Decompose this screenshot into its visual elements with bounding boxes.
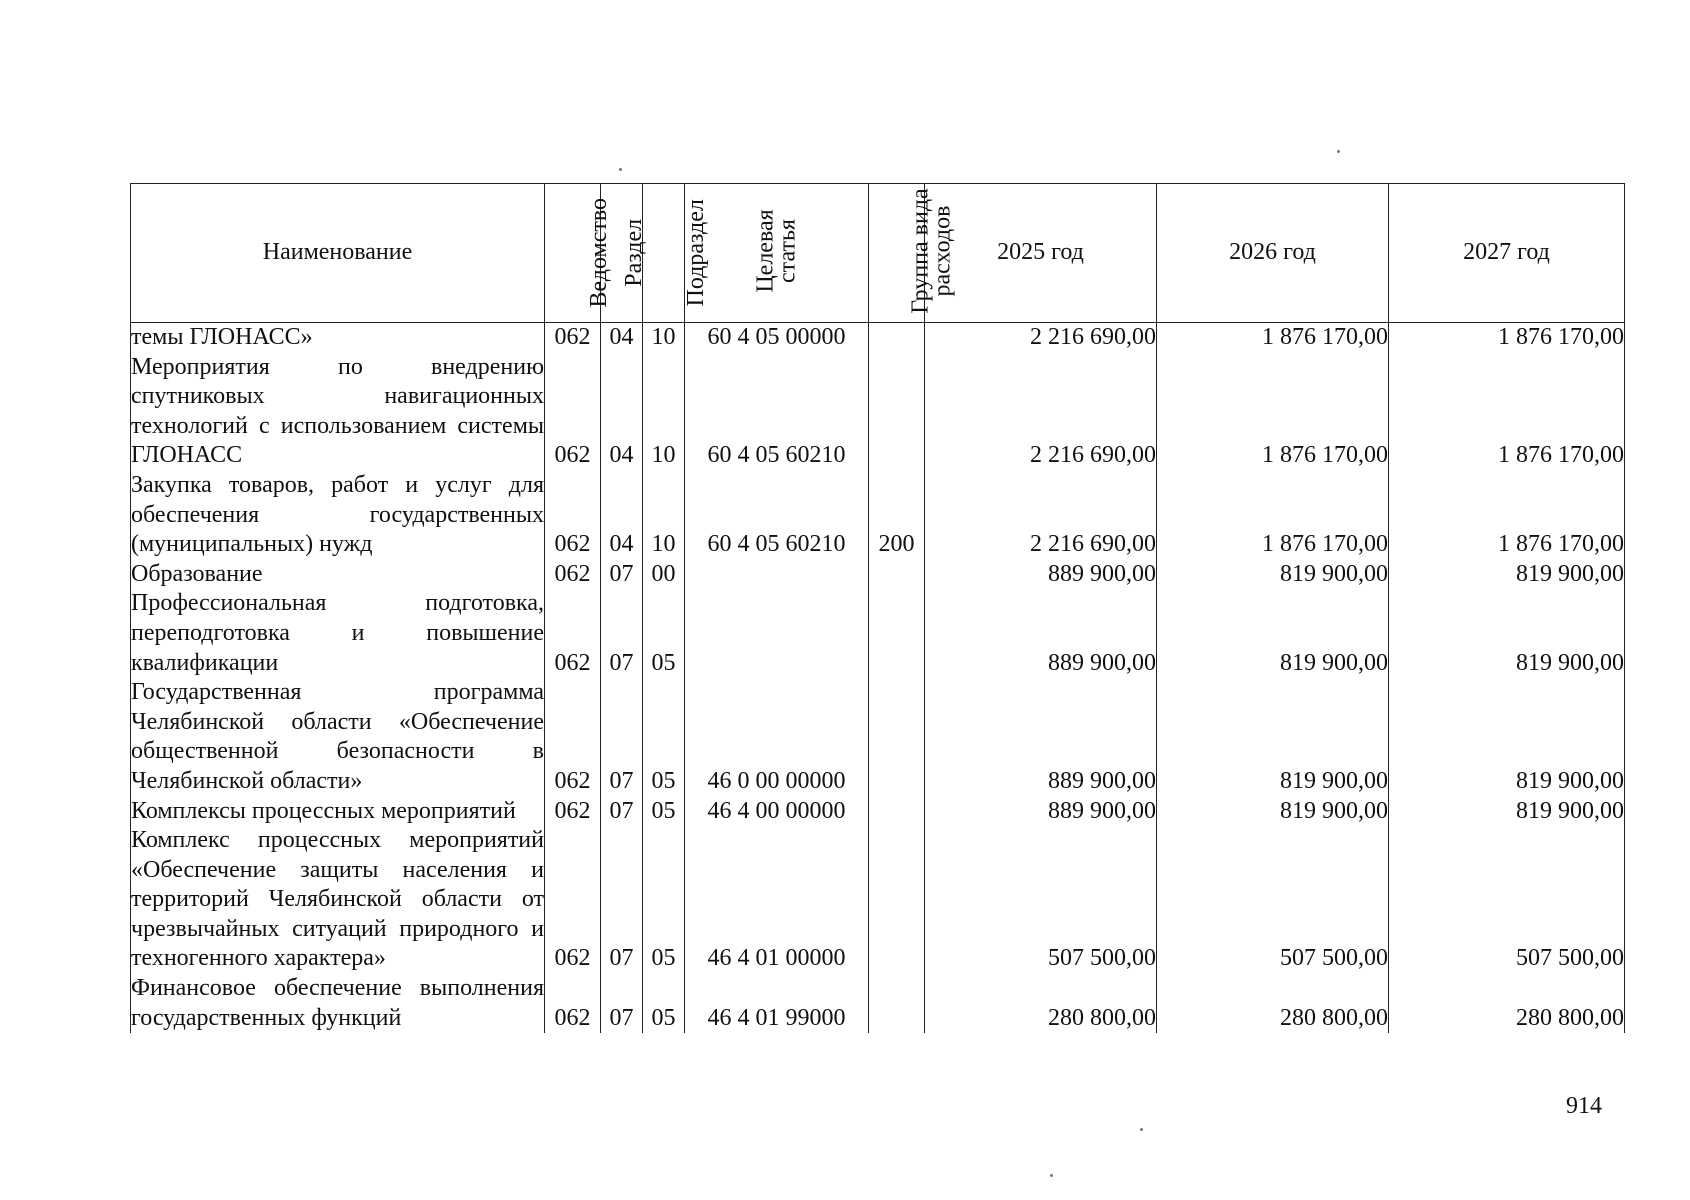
row-razdel: 04 [601, 471, 643, 560]
scan-speck [1050, 1174, 1053, 1177]
row-celevaya-statya: 46 4 00 00000 [685, 797, 869, 827]
row-2027: 819 900,00 [1389, 560, 1625, 590]
header-gruppa-line2: расходов [929, 205, 956, 297]
header-razdel-label: Раздел [621, 219, 648, 287]
table-row [131, 678, 1625, 796]
table-row [131, 974, 1625, 1033]
row-gruppa [869, 560, 925, 590]
row-gruppa [869, 678, 925, 796]
scan-speck [619, 168, 622, 171]
row-podrazdel: 05 [643, 678, 685, 796]
row-2025: 2 216 690,00 [925, 323, 1157, 353]
row-2026: 280 800,00 [1157, 974, 1389, 1033]
row-celevaya-statya: 46 4 01 99000 [685, 974, 869, 1033]
row-name: Государственная программа Челябинской области «Обеспечение общественной безопасности в Челябинской области» [131, 678, 545, 796]
header-gruppa-line1: Группа вида [907, 187, 934, 314]
row-2026: 507 500,00 [1157, 826, 1389, 974]
header-2026 [1157, 184, 1389, 323]
row-2027: 1 876 170,00 [1389, 323, 1625, 353]
table-header [131, 184, 1625, 323]
row-gruppa [869, 974, 925, 1033]
header-celevaya-statya-label [752, 209, 801, 293]
row-gruppa [869, 353, 925, 471]
row-vedomstvo: 062 [545, 589, 601, 678]
row-vedomstvo: 062 [545, 826, 601, 974]
row-podrazdel: 00 [643, 560, 685, 590]
row-2026: 819 900,00 [1157, 589, 1389, 678]
row-2027: 1 876 170,00 [1389, 471, 1625, 560]
row-celevaya-statya: 46 4 01 00000 [685, 826, 869, 974]
row-2027: 819 900,00 [1389, 678, 1625, 796]
row-vedomstvo: 062 [545, 797, 601, 827]
row-podrazdel: 10 [643, 323, 685, 353]
header-2026-label: 2026 год [1229, 239, 1316, 266]
row-2025: 889 900,00 [925, 678, 1157, 796]
row-vedomstvo: 062 [545, 353, 601, 471]
scan-speck [1337, 150, 1340, 153]
row-razdel: 07 [601, 797, 643, 827]
header-2027-label: 2027 год [1463, 239, 1550, 266]
header-gruppa-vida-rashodov [869, 184, 956, 323]
header-name [131, 184, 545, 323]
row-razdel: 07 [601, 560, 643, 590]
row-celevaya-statya: 60 4 05 60210 [685, 353, 869, 471]
header-podrazdel-label: Подраздел [682, 199, 709, 307]
row-2027: 280 800,00 [1389, 974, 1625, 1033]
row-razdel: 07 [601, 974, 643, 1033]
row-name: Образование [131, 560, 545, 590]
row-name: Комплекс процессных мероприятий «Обеспечение защиты населения и территорий Челябинской области от чрезвычайных ситуаций природного и техногенного характера» [131, 826, 545, 974]
header-gruppa-label [907, 187, 956, 314]
row-podrazdel: 05 [643, 797, 685, 827]
table-row [131, 826, 1625, 974]
scan-speck [1140, 1128, 1143, 1131]
row-razdel: 04 [601, 353, 643, 471]
page-number: 914 [1566, 1093, 1602, 1119]
row-razdel: 04 [601, 323, 643, 353]
header-name-label: Наименование [262, 239, 413, 266]
row-2025: 889 900,00 [925, 560, 1157, 590]
row-2026: 819 900,00 [1157, 560, 1389, 590]
row-vedomstvo: 062 [545, 678, 601, 796]
header-celevaya-line2: статья [774, 218, 801, 283]
header-celevaya-line1: Целевая [752, 209, 779, 293]
row-name: Мероприятия по внедрению спутниковых навигационных технологий с использованием системы ГЛОНАСС [131, 353, 545, 471]
budget-table [130, 183, 1625, 1033]
row-2026: 1 876 170,00 [1157, 353, 1389, 471]
row-podrazdel: 10 [643, 471, 685, 560]
row-vedomstvo: 062 [545, 323, 601, 353]
row-name: Профессиональная подготовка, переподготовка и повышение квалификации [131, 589, 545, 678]
row-gruppa [869, 589, 925, 678]
header-2025 [925, 184, 1157, 323]
row-2025: 2 216 690,00 [925, 471, 1157, 560]
table-row [131, 560, 1625, 590]
row-podrazdel: 05 [643, 589, 685, 678]
header-vedomstvo-label: Ведомство [586, 198, 612, 308]
row-2027: 819 900,00 [1389, 797, 1625, 827]
row-2025: 507 500,00 [925, 826, 1157, 974]
header-2025-label: 2025 год [997, 239, 1084, 266]
header-celevaya-statya [685, 184, 869, 323]
row-2025: 889 900,00 [925, 589, 1157, 678]
row-celevaya-statya: 46 0 00 00000 [685, 678, 869, 796]
row-celevaya-statya: 60 4 05 60210 [685, 471, 869, 560]
table-row [131, 323, 1625, 353]
table-body [131, 323, 1625, 1034]
row-gruppa [869, 323, 925, 353]
row-celevaya-statya [685, 560, 869, 590]
row-2025: 889 900,00 [925, 797, 1157, 827]
row-2025: 2 216 690,00 [925, 353, 1157, 471]
row-celevaya-statya: 60 4 05 00000 [685, 323, 869, 353]
row-2027: 507 500,00 [1389, 826, 1625, 974]
row-razdel: 07 [601, 826, 643, 974]
row-vedomstvo: 062 [545, 974, 601, 1033]
row-gruppa [869, 826, 925, 974]
row-podrazdel: 10 [643, 353, 685, 471]
row-celevaya-statya [685, 589, 869, 678]
row-2026: 819 900,00 [1157, 678, 1389, 796]
row-name: Комплексы процессных мероприятий [131, 797, 545, 827]
table-row [131, 589, 1625, 678]
row-2027: 1 876 170,00 [1389, 353, 1625, 471]
row-2026: 1 876 170,00 [1157, 471, 1389, 560]
row-podrazdel: 05 [643, 974, 685, 1033]
row-razdel: 07 [601, 589, 643, 678]
row-name: Финансовое обеспечение выполнения государственных функций [131, 974, 545, 1033]
table-row [131, 471, 1625, 560]
table-row [131, 353, 1625, 471]
row-name: Закупка товаров, работ и услуг для обеспечения государственных (муниципальных) нужд [131, 471, 545, 560]
row-2026: 1 876 170,00 [1157, 323, 1389, 353]
row-2025: 280 800,00 [925, 974, 1157, 1033]
row-gruppa [869, 797, 925, 827]
row-vedomstvo: 062 [545, 560, 601, 590]
table-row [131, 797, 1625, 827]
row-razdel: 07 [601, 678, 643, 796]
row-2026: 819 900,00 [1157, 797, 1389, 827]
row-vedomstvo: 062 [545, 471, 601, 560]
row-2027: 819 900,00 [1389, 589, 1625, 678]
row-podrazdel: 05 [643, 826, 685, 974]
header-2027 [1389, 184, 1625, 323]
header-vedomstvo [545, 184, 612, 323]
row-gruppa: 200 [869, 471, 925, 560]
row-name: темы ГЛОНАСС» [131, 323, 545, 353]
